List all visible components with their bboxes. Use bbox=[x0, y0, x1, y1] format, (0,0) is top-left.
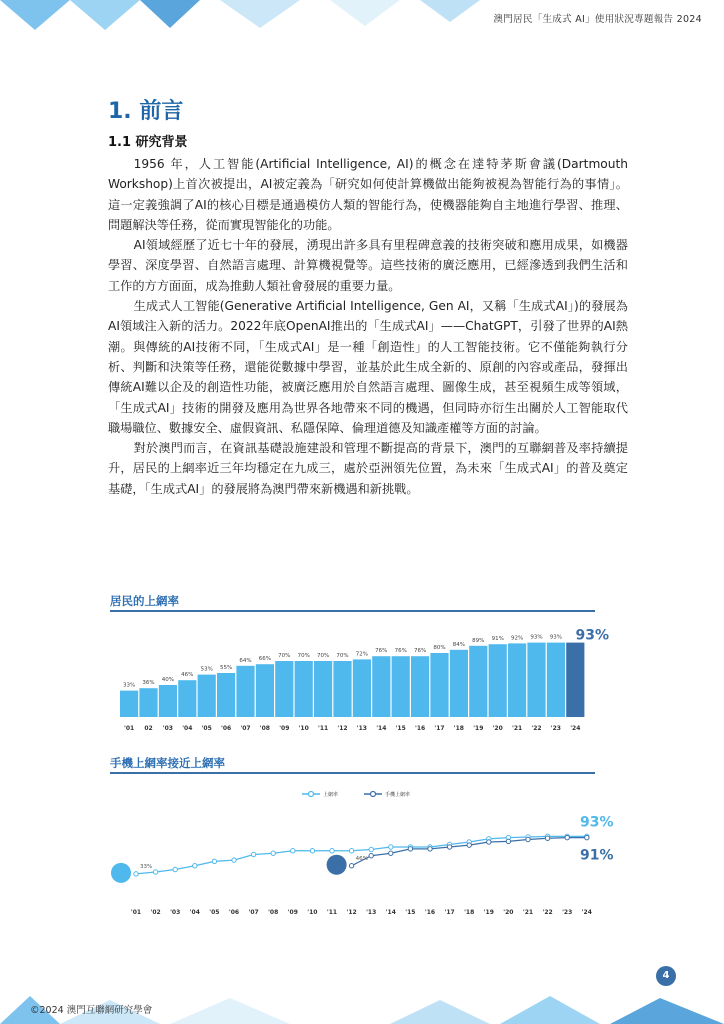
footer-copyright: ©2024 澳門互聯網研究學會 bbox=[30, 1005, 153, 1016]
header-band bbox=[0, 0, 724, 36]
x-tick-label: '14 bbox=[385, 909, 396, 916]
x-tick-label: '19 bbox=[473, 725, 484, 732]
bar bbox=[120, 691, 138, 717]
data-point bbox=[389, 851, 393, 855]
x-tick-label: '08 bbox=[259, 725, 270, 732]
bar-value-label: 36% bbox=[142, 680, 155, 687]
x-tick-label: '16 bbox=[424, 909, 436, 916]
x-tick-label: '12 bbox=[346, 909, 357, 916]
footer-band bbox=[0, 996, 724, 1024]
x-tick-label: '14 bbox=[376, 725, 387, 732]
data-point bbox=[389, 845, 393, 849]
bar bbox=[411, 656, 429, 717]
x-tick-label: '18 bbox=[464, 909, 475, 916]
bar-value-label: 70% bbox=[278, 653, 291, 659]
x-tick-label: '22 bbox=[531, 725, 542, 732]
chart1-title: 居民的上網率 bbox=[110, 594, 179, 608]
x-tick-label: '08 bbox=[268, 909, 279, 916]
legend-marker bbox=[371, 792, 376, 797]
x-tick-label: '12 bbox=[337, 725, 348, 732]
x-tick-label: '05 bbox=[209, 909, 220, 916]
data-point bbox=[173, 867, 177, 871]
bar bbox=[469, 646, 487, 717]
x-tick-label: '22 bbox=[542, 909, 553, 916]
bar-value-label: 93% bbox=[530, 634, 543, 641]
data-point bbox=[369, 847, 373, 851]
data-point bbox=[506, 839, 510, 843]
series-start-label: 46% bbox=[355, 855, 368, 862]
bar bbox=[139, 688, 157, 717]
paragraph: 對於澳門而言，在資訊基礎設施建設和管理不斷提高的背景下，澳門的互聯網普及率持續提升，居民的上網率近三年均穩定在九成三，處於亞洲領先位置，為未來「生成式AI」的普及奠定基礎，「生成式AI」的發展將為澳門帶來新機遇和新挑戰。 bbox=[108, 441, 628, 496]
x-tick-label: 02 bbox=[144, 725, 153, 732]
bar-value-label: 70% bbox=[297, 653, 310, 659]
x-tick-label: '17 bbox=[444, 909, 455, 916]
bar bbox=[217, 673, 235, 717]
data-point bbox=[447, 845, 451, 849]
bar-value-label: 66% bbox=[258, 656, 272, 663]
x-tick-label: '10 bbox=[307, 909, 318, 916]
chart1-divider bbox=[110, 610, 595, 612]
bar-value-label: 70% bbox=[336, 653, 349, 659]
x-tick-label: '06 bbox=[228, 909, 240, 916]
data-point bbox=[291, 849, 295, 853]
x-tick-label: '10 bbox=[298, 725, 309, 732]
bar bbox=[353, 659, 371, 717]
bar bbox=[333, 661, 351, 717]
x-tick-label: '20 bbox=[492, 725, 503, 732]
bar-value-label: 91% bbox=[491, 636, 504, 643]
data-point bbox=[310, 849, 314, 853]
data-point bbox=[545, 836, 549, 840]
bar bbox=[295, 661, 313, 717]
mobile-internet-line-chart bbox=[0, 780, 724, 920]
bar-value-label: 53% bbox=[200, 666, 213, 673]
x-tick-label: '01 bbox=[124, 725, 135, 732]
internet-rate-bar-chart bbox=[0, 625, 724, 745]
bar-value-label: 64% bbox=[239, 657, 252, 664]
data-point bbox=[526, 837, 530, 841]
data-point bbox=[487, 840, 491, 844]
x-tick-label: '16 bbox=[415, 725, 426, 732]
data-point bbox=[251, 852, 255, 856]
chart2-title: 手機上網率接近上網率 bbox=[110, 756, 225, 770]
data-point bbox=[193, 864, 197, 868]
bar-value-label: 76% bbox=[394, 648, 407, 655]
bar bbox=[566, 643, 584, 717]
data-point bbox=[271, 851, 275, 855]
x-tick-label: '15 bbox=[405, 909, 416, 916]
paragraph: 1956 年，人工智能(Artificial Intelligence, AI)的概念在達特茅斯會議(Dartmouth Workshop)上首次被提出，AI被定義為「研究如何使計算機做出能夠被視為智能行為的事情」。這一定義強調了AI的核心目標是通過模仿人類的智能行為，使機器能夠自主地進行學習、推理、問題解決等任務，從而實現智能化的功能。 bbox=[108, 157, 628, 232]
data-point bbox=[349, 849, 353, 853]
x-tick-label: '13 bbox=[356, 725, 367, 732]
x-tick-label: '03 bbox=[162, 725, 173, 732]
bar bbox=[236, 666, 254, 717]
bar bbox=[527, 643, 545, 717]
bar bbox=[275, 661, 293, 717]
series-end-label: 91% bbox=[580, 847, 614, 864]
section-heading: 1.1 研究背景 bbox=[108, 135, 188, 150]
bar-value-label: 72% bbox=[355, 651, 369, 658]
bar bbox=[392, 656, 410, 717]
chapter-heading: 1. 前言 bbox=[108, 99, 184, 124]
x-tick-label: '09 bbox=[279, 725, 290, 732]
x-tick-label: '24 bbox=[581, 909, 592, 916]
x-tick-label: '06 bbox=[221, 725, 232, 732]
x-tick-label: '18 bbox=[453, 725, 464, 732]
bar-value-label: 80% bbox=[433, 645, 446, 651]
paragraph: AI領域經歷了近七十年的發展，湧現出許多具有里程碑意義的技術突破和應用成果，如機器學習、深度學習、自然語言處理、計算機視覺等。這些技術的廣泛應用，已經滲透到我們生活和工作的方方面面，成為推動人類社會發展的重要力量。 bbox=[108, 238, 628, 293]
x-tick-label: '04 bbox=[182, 725, 193, 732]
x-tick-label: '07 bbox=[240, 725, 251, 732]
x-tick-label: '02 bbox=[150, 909, 161, 916]
bar-value-label: 89% bbox=[472, 637, 485, 644]
chart2-divider bbox=[110, 772, 595, 774]
data-point bbox=[232, 858, 236, 862]
x-tick-label: '20 bbox=[503, 909, 514, 916]
legend-marker bbox=[309, 792, 314, 797]
bar bbox=[198, 675, 216, 717]
series-end-label: 93% bbox=[580, 814, 614, 831]
legend-label: 手機上網率 bbox=[385, 792, 411, 798]
page-number: 4 bbox=[656, 966, 676, 986]
x-tick-label: '19 bbox=[483, 909, 494, 916]
bar-value-label: 70% bbox=[316, 653, 330, 659]
data-point bbox=[565, 835, 569, 839]
x-tick-label: '24 bbox=[570, 725, 581, 732]
data-point bbox=[153, 870, 157, 874]
x-tick-label: '11 bbox=[326, 909, 338, 916]
data-point bbox=[212, 859, 216, 863]
data-point bbox=[585, 835, 589, 839]
bar-value-label: 92% bbox=[510, 635, 524, 642]
x-tick-label: '07 bbox=[248, 909, 259, 916]
bar bbox=[178, 680, 196, 717]
bar-value-label: 84% bbox=[452, 641, 466, 648]
series-start-bubble bbox=[111, 863, 131, 883]
x-tick-label: '11 bbox=[318, 725, 329, 732]
x-tick-label: '15 bbox=[395, 725, 406, 732]
x-tick-label: '23 bbox=[550, 725, 561, 732]
x-tick-label: '09 bbox=[287, 909, 298, 916]
x-tick-label: '17 bbox=[434, 725, 445, 732]
data-point bbox=[134, 872, 138, 876]
x-tick-label: '04 bbox=[189, 909, 200, 916]
bar bbox=[372, 656, 390, 717]
legend-label: 上網率 bbox=[323, 792, 339, 798]
x-tick-label: '05 bbox=[201, 725, 212, 732]
bar-value-label: 93% bbox=[549, 634, 563, 641]
bar-value-label: 33% bbox=[122, 682, 136, 689]
x-tick-label: '21 bbox=[512, 725, 523, 732]
paragraph: 生成式人工智能(Generative Artificial Intelligence, Gen AI，又稱「生成式AI」)的發展為AI領域注入新的活力。2022年底OpenAI推出的「生成式AI」——ChatGPT，引發了世界的AI熱潮。與傳統的AI技術不同，「生成式AI」是一種「創造性」的人工智能技術。它不僅能夠執行分析、判斷和決策等任務，還能從數據中學習，並基於此生成全新的、原創的內容或產品，發揮出傳統AI難以企及的創造性功能，被廣泛應用於自然語言處理、圖像生成，甚至視頻生成等領域，「生成式AI」技術的開發及應用為世界各地帶來不同的機遇，但同時亦衍生出關於人工智能取代職場職位、數據安全、虛假資訊、私隱保障、倫理道德及知識產權等方面的討論。 bbox=[108, 299, 628, 435]
bar bbox=[256, 664, 274, 717]
bar bbox=[508, 643, 526, 717]
x-tick-label: '13 bbox=[366, 909, 377, 916]
report-title: 澳門居民「生成式 AI」使用狀況專題報告 2024 bbox=[493, 14, 702, 25]
series-start-label: 33% bbox=[140, 863, 153, 870]
x-tick-label: '21 bbox=[522, 909, 534, 916]
bar bbox=[489, 644, 507, 717]
data-point bbox=[330, 849, 334, 853]
data-point bbox=[369, 854, 373, 858]
x-tick-label: '23 bbox=[562, 909, 573, 916]
bar-value-label: 76% bbox=[413, 648, 427, 655]
bar-value-label: 40% bbox=[161, 677, 175, 683]
series-start-bubble bbox=[327, 855, 347, 875]
bar bbox=[450, 650, 468, 717]
bar bbox=[430, 653, 448, 717]
data-point bbox=[349, 864, 353, 868]
bar bbox=[314, 661, 332, 717]
bar-value-label: 55% bbox=[219, 665, 233, 671]
x-tick-label: '01 bbox=[130, 909, 142, 916]
body-text bbox=[108, 154, 628, 499]
data-point bbox=[467, 843, 471, 847]
data-point bbox=[428, 847, 432, 851]
bar bbox=[159, 685, 177, 717]
data-point bbox=[408, 847, 412, 851]
highlight-value-label: 93% bbox=[575, 627, 610, 644]
bar bbox=[547, 643, 565, 717]
x-tick-label: '03 bbox=[170, 909, 181, 916]
bar-value-label: 76% bbox=[375, 648, 388, 655]
bar-value-label: 46% bbox=[181, 672, 194, 679]
